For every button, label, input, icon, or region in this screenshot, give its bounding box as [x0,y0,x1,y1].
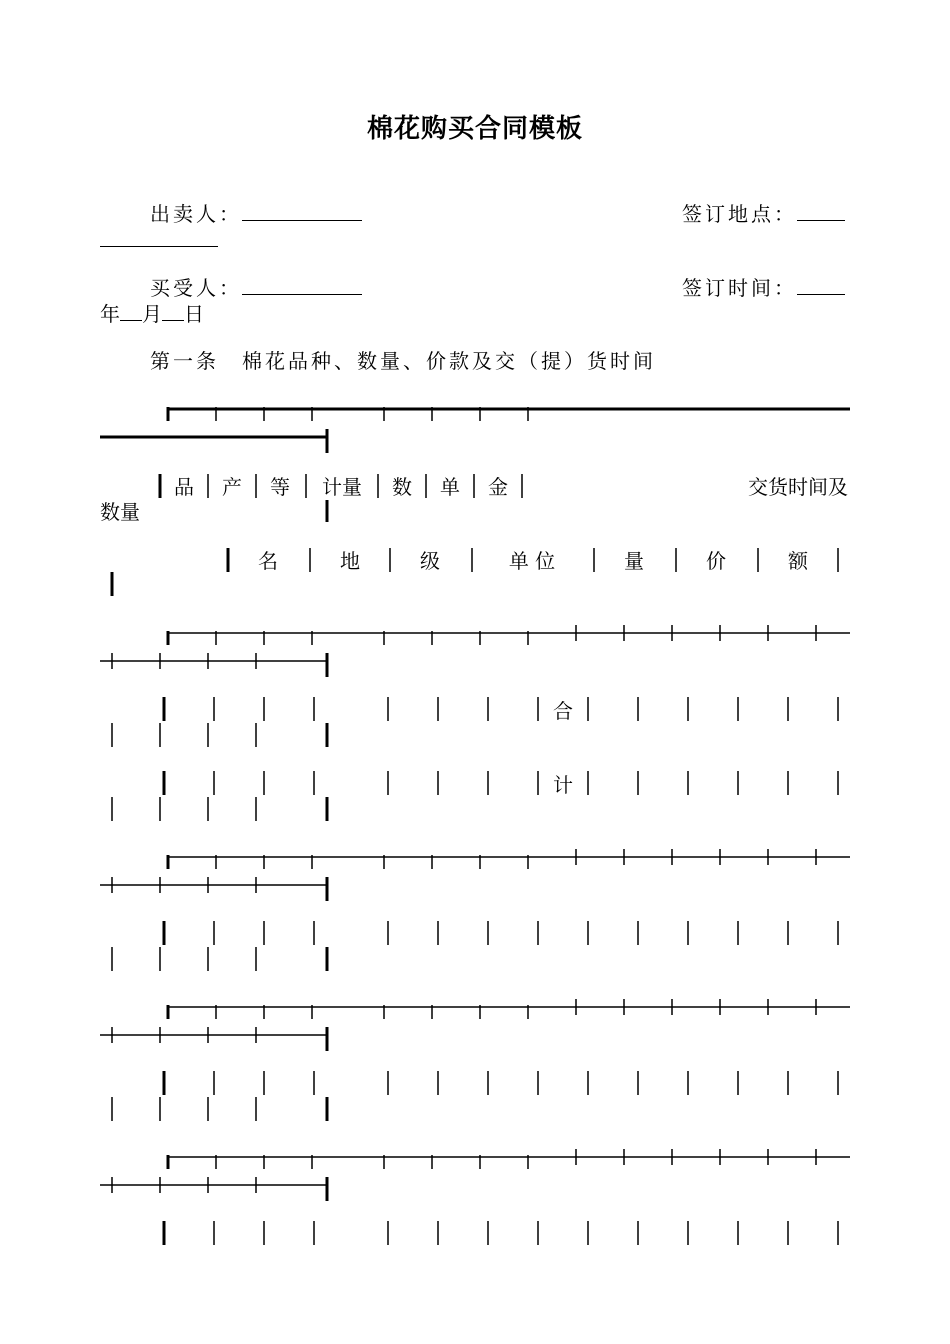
header-cell-7: 金 [488,475,508,499]
day-label: 日 [184,302,204,326]
header2-cell-6: 价 [706,549,726,573]
header-cell-3: 等 [270,475,290,499]
header-quantity-wrap: 数量 [100,500,140,524]
header2-cell-3: 级 [420,549,440,573]
year-label: 年 [100,302,120,326]
header2-cell-5: 量 [624,549,644,573]
header2-cell-4: 单 位 [508,549,556,573]
header-cell-1: 品 [174,475,194,499]
month-label: 月 [142,302,162,326]
header-cell-2: 产 [222,475,242,499]
header-delivery-time: 交货时间及 [748,475,848,499]
seller-label: 出卖人： [150,202,242,226]
sign-time-label: 签订时间： [682,276,797,300]
article-1-heading: 第一条 棉花品种、数量、价款及交（提）货时间 [150,349,656,373]
document-title: 棉花购买合同模板 [366,114,583,144]
header2-cell-1: 名 [258,549,278,573]
header2-cell-7: 额 [788,549,808,573]
header-cell-4: 计量 [322,475,362,499]
buyer-label: 买受人： [150,276,242,300]
header-cell-5: 数 [392,475,412,499]
header-cell-6: 单 [440,475,460,499]
total-label-bottom: 计 [553,773,573,797]
total-label-top: 合 [553,699,573,723]
sign-place-label: 签订地点： [682,202,797,226]
header2-cell-2: 地 [340,549,360,573]
